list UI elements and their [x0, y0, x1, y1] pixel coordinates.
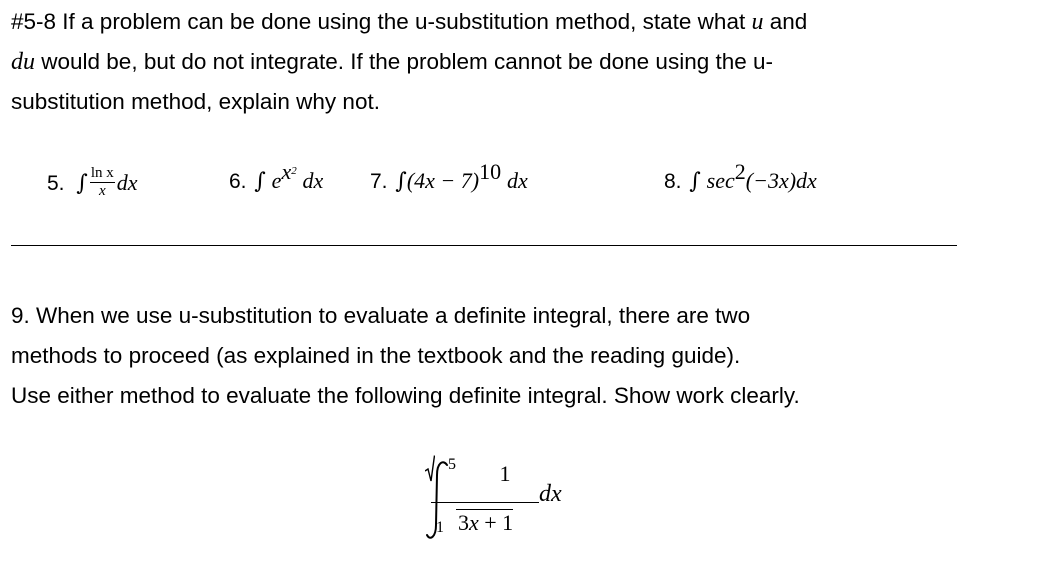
lower-limit: 1	[436, 519, 444, 536]
integral-sign-icon: ∫	[689, 169, 701, 194]
problem-number: 6.	[229, 170, 247, 193]
problem-8	[664, 159, 817, 214]
fraction-denominator: x	[98, 183, 106, 199]
u-symbol: u	[751, 9, 764, 35]
q9-line-2: methods to proceed (as explained in the textbook and the reading guide).	[11, 343, 741, 368]
radicand-coefficient: 3	[458, 510, 469, 535]
radical-sign-icon	[425, 455, 435, 483]
integral-sign-icon: ∫	[395, 169, 407, 194]
du-symbol: du	[11, 49, 35, 75]
answer-line	[11, 245, 957, 246]
problem-number: 7.	[370, 170, 388, 193]
intro-paragraph	[11, 2, 807, 122]
radicand	[456, 509, 513, 536]
q9-line-3: Use either method to evaluate the following definite integral. Show work clearly.	[11, 383, 800, 408]
differential: dx	[116, 170, 138, 196]
integral-sign-icon: ∫	[254, 169, 266, 194]
integrand-numerator: 1	[499, 461, 511, 486]
differential: dx	[506, 168, 528, 193]
intro-line-1: #5-8 If a problem can be done using the u-substitution method, state what u and	[11, 9, 808, 35]
integral-sign-icon: ∫	[76, 171, 88, 197]
differential: dx	[302, 168, 324, 193]
q9-line-1: 9. When we use u-substitution to evaluate a definite integral, there are two	[11, 303, 751, 328]
exponent: x2	[281, 159, 297, 184]
function-name: sec	[706, 168, 735, 193]
intro-line-3: substitution method, explain why not.	[11, 89, 380, 114]
exponent: 10	[479, 159, 502, 184]
function-argument: (−3x)dx	[745, 168, 817, 193]
problem-6	[229, 159, 324, 214]
definite-integral	[425, 455, 625, 545]
exponential-base: e	[271, 168, 282, 193]
fraction-bar	[431, 502, 539, 503]
intro-line-2: du would be, but do not integrate. If the problem cannot be done using the u-	[11, 49, 774, 75]
upper-limit: 5	[448, 456, 456, 473]
question-9	[11, 296, 800, 416]
radicand-variable: x	[469, 510, 479, 535]
problem-7	[370, 159, 528, 214]
fraction-numerator: ln x	[90, 165, 114, 181]
fraction	[90, 166, 115, 199]
differential: dx	[539, 481, 562, 507]
radicand-constant: + 1	[478, 510, 514, 535]
problem-number: 8.	[664, 170, 682, 193]
problem-number: 5.	[47, 172, 65, 196]
problem-5	[47, 165, 138, 214]
exponent: 2	[734, 159, 746, 184]
integrand: (4x − 7)	[406, 168, 480, 193]
